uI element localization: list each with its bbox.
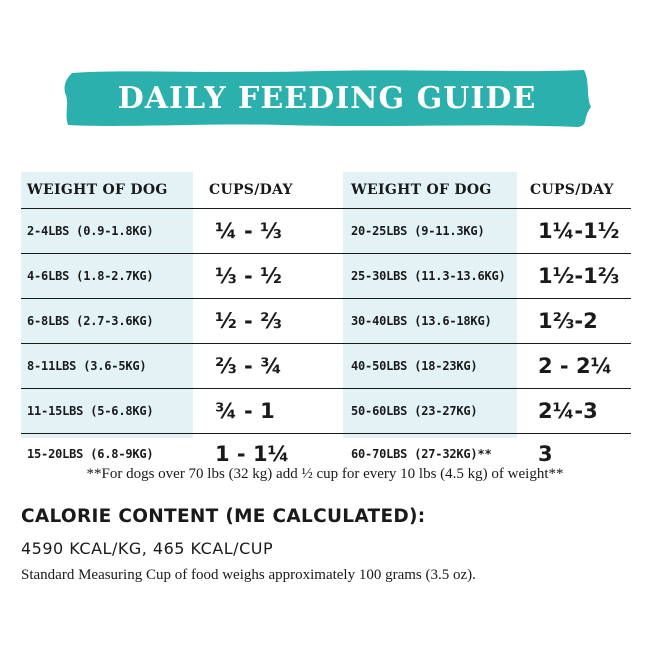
left-weight: 6-8LBS (2.7-3.6KG) <box>27 314 154 328</box>
right-cups: 1⅔-2 <box>538 309 598 333</box>
left-weight: 8-11LBS (3.6-5KG) <box>27 359 147 373</box>
table-row <box>21 299 631 344</box>
right-weight: 25-30LBS (11.3-13.6KG) <box>351 269 506 283</box>
calorie-title: CALORIE CONTENT (ME CALCULATED): <box>21 506 426 527</box>
left-cups: 1 - 1¼ <box>215 442 290 466</box>
header-cups-right: CUPS/DAY <box>530 182 614 198</box>
header-cups-left: CUPS/DAY <box>209 182 293 198</box>
left-weight: 4-6LBS (1.8-2.7KG) <box>27 269 154 283</box>
header-weight-left: WEIGHT OF DOG <box>27 182 168 198</box>
header-weight-right: WEIGHT OF DOG <box>351 182 492 198</box>
left-cups: ⅔ - ¾ <box>215 354 282 378</box>
right-weight: 50-60LBS (23-27KG) <box>351 404 478 418</box>
left-cups: ⅓ - ½ <box>215 264 282 288</box>
left-cups: ¾ - 1 <box>215 399 275 423</box>
title-banner <box>62 67 592 129</box>
page-title: DAILY FEEDING GUIDE <box>117 80 537 116</box>
table-row <box>21 254 631 299</box>
left-weight: 2-4LBS (0.9-1.8KG) <box>27 224 154 238</box>
table-row <box>21 209 631 254</box>
right-weight: 40-50LBS (18-23KG) <box>351 359 478 373</box>
left-weight: 15-20LBS (6.8-9KG) <box>27 447 154 461</box>
right-cups: 3 <box>538 442 553 466</box>
right-cups: 1¼-1½ <box>538 219 620 243</box>
footnote: **For dogs over 70 lbs (32 kg) add ½ cup for every 10 lbs (4.5 kg) of weight** <box>86 466 564 482</box>
calorie-value: 4590 KCAL/KG, 465 KCAL/CUP <box>21 539 274 558</box>
left-cups: ¼ - ⅓ <box>215 219 282 243</box>
table-row <box>21 389 631 434</box>
left-cups: ½ - ⅔ <box>215 309 282 333</box>
left-weight: 11-15LBS (5-6.8KG) <box>27 404 154 418</box>
right-weight: 60-70LBS (27-32KG)** <box>351 447 492 461</box>
right-weight: 20-25LBS (9-11.3KG) <box>351 224 485 238</box>
right-cups: 2¼-3 <box>538 399 598 423</box>
table-header-row <box>21 172 631 209</box>
right-cups: 2 - 2¼ <box>538 354 613 378</box>
table-row <box>21 344 631 389</box>
right-cups: 1½-1⅔ <box>538 264 620 288</box>
right-weight: 30-40LBS (13.6-18KG) <box>351 314 492 328</box>
calorie-note: Standard Measuring Cup of food weighs approximately 100 grams (3.5 oz). <box>21 567 476 583</box>
